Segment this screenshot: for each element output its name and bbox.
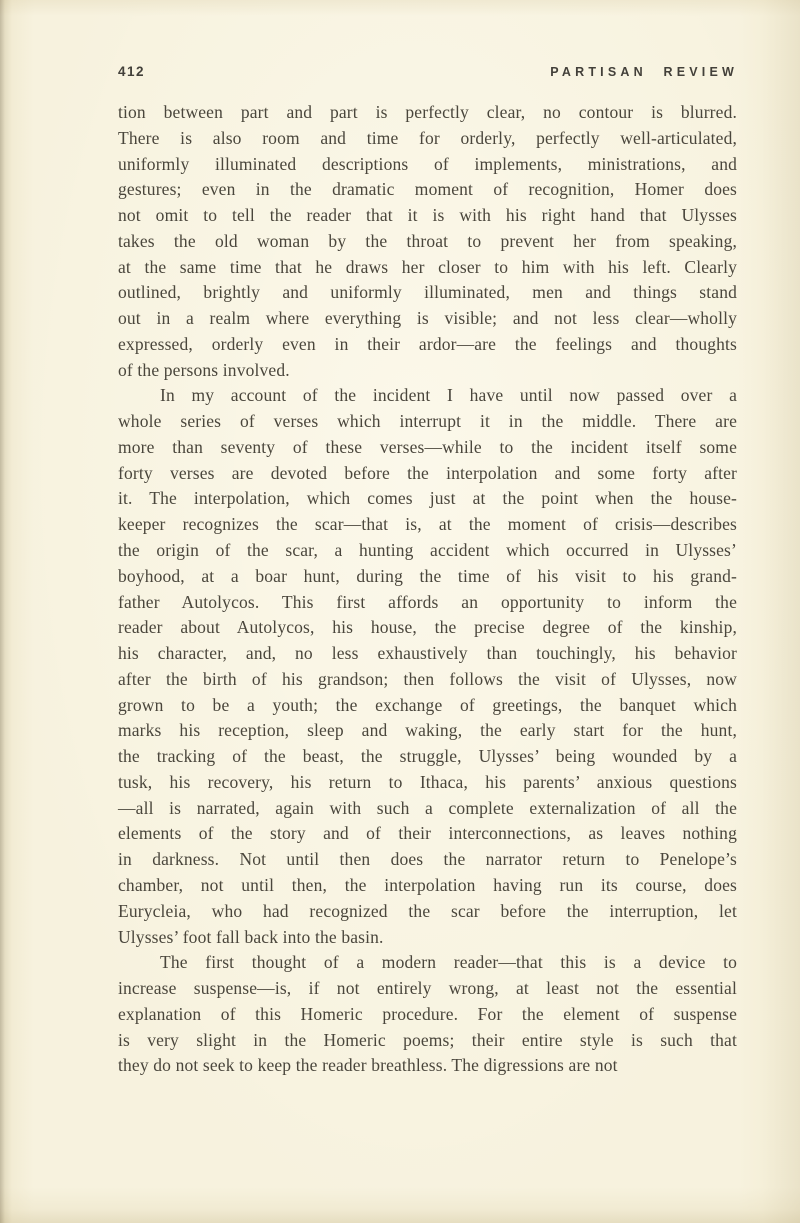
text-line: increase suspense—is, if not entirely wrong, at least not the essential <box>118 978 737 999</box>
text-line: chamber, not until then, the interpolation having run its course, does <box>118 874 737 895</box>
text-line: it. The interpolation, which comes just at the point when the house- <box>118 488 737 509</box>
text-line: In my account of the incident I have until now passed over a <box>160 385 737 406</box>
running-head <box>118 64 738 79</box>
text-line: uniformly illuminated descriptions of implements, ministrations, and <box>118 153 737 174</box>
text-line: —all is narrated, again with such a complete externalization of all the <box>118 797 737 818</box>
text-line: they do not seek to keep the reader breathless. The digressions are not <box>118 1055 618 1076</box>
text-line: is very slight in the Homeric poems; their entire style is such that <box>118 1029 737 1050</box>
text-line: not omit to tell the reader that it is with his right hand that Ulysses <box>118 205 737 226</box>
text-line: in darkness. Not until then does the narrator return to Penelope’s <box>118 849 737 870</box>
text-line: The first thought of a modern reader—that this is a device to <box>160 952 737 973</box>
text-line: boyhood, at a boar hunt, during the time of his visit to his grand- <box>118 565 737 586</box>
text-line: out in a realm where everything is visible; and not less clear—wholly <box>118 308 737 329</box>
text-line: the origin of the scar, a hunting accident which occurred in Ulysses’ <box>118 540 737 561</box>
page-number: 412 <box>118 64 146 79</box>
paragraph <box>118 950 737 1079</box>
text-line: of the persons involved. <box>118 359 290 380</box>
text-line: more than seventy of these verses—while to the incident itself some <box>118 436 737 457</box>
text-line: keeper recognizes the scar—that is, at the moment of crisis—describes <box>118 514 737 535</box>
text-line: takes the old woman by the throat to prevent her from speaking, <box>118 230 737 251</box>
text-line: tion between part and part is perfectly clear, no contour is blurred. <box>118 102 737 122</box>
paragraph <box>118 100 737 383</box>
paragraph <box>118 383 737 950</box>
text-line: expressed, orderly even in their ardor—are the feelings and thoughts <box>118 333 737 354</box>
text-line: There is also room and time for orderly, perfectly well-articulated, <box>118 127 737 148</box>
text-line: gestures; even in the dramatic moment of recognition, Homer does <box>118 179 737 200</box>
text-line: outlined, brightly and uniformly illuminated, men and things stand <box>118 282 737 303</box>
text-line: Ulysses’ foot fall back into the basin. <box>118 926 384 947</box>
text-line: after the birth of his grandson; then follows the visit of Ulysses, now <box>118 668 737 689</box>
page-body <box>118 100 737 1079</box>
journal-title: PARTISAN REVIEW <box>550 65 738 79</box>
text-line: marks his reception, sleep and waking, the early start for the hunt, <box>118 720 737 741</box>
text-line: tusk, his recovery, his return to Ithaca, his parents’ anxious questions <box>118 771 737 792</box>
text-line: father Autolycos. This first affords an opportunity to inform the <box>118 591 737 612</box>
text-line: whole series of verses which interrupt it in the middle. There are <box>118 411 737 432</box>
text-line: forty verses are devoted before the interpolation and some forty after <box>118 462 737 483</box>
text-line: the tracking of the beast, the struggle, Ulysses’ being wounded by a <box>118 746 737 767</box>
text-line: reader about Autolycos, his house, the precise degree of the kinship, <box>118 617 737 638</box>
text-line: Eurycleia, who had recognized the scar before the interruption, let <box>118 900 737 921</box>
text-line: grown to be a youth; the exchange of greetings, the banquet which <box>118 694 737 715</box>
text-line: at the same time that he draws her closer to him with his left. Clearly <box>118 256 737 277</box>
text-line: elements of the story and of their interconnections, as leaves nothing <box>118 823 737 844</box>
text-line: his character, and, no less exhaustively than touchingly, his behavior <box>118 643 737 664</box>
text-line: explanation of this Homeric procedure. For the element of suspense <box>118 1003 737 1024</box>
